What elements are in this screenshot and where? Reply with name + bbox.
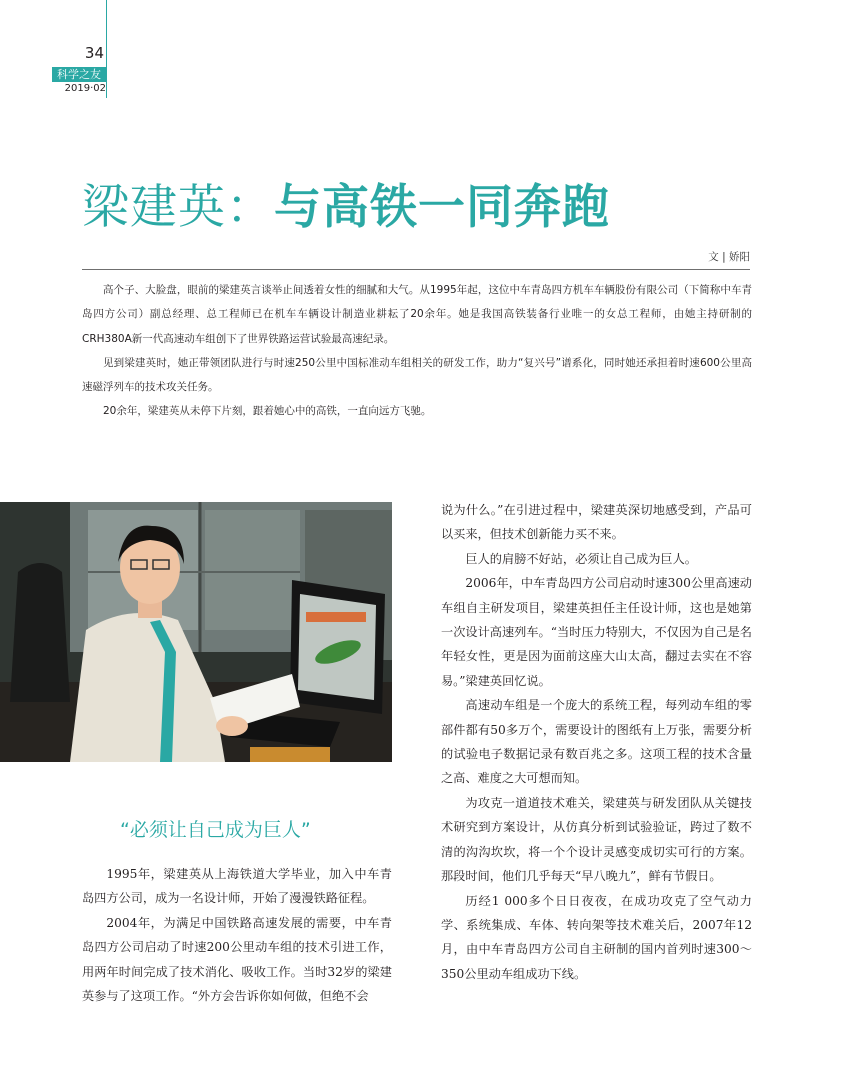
body-paragraph: 2004年，为满足中国铁路高速发展的需要，中车青岛四方公司启动了时速200公里动车组的技术引进工作，用两年时间完成了技术消化、吸收工作。当时32岁的梁建英参与了这项工作。“外方会告诉你如何做，但绝不会 bbox=[82, 915, 392, 1004]
portrait-photo bbox=[0, 502, 392, 762]
body-paragraph: 巨人的肩膀不好站，必须让自己成为巨人。 bbox=[465, 551, 697, 566]
lead-paragraph: 高个子、大脸盘，眼前的梁建英言谈举止间透着女性的细腻和大气。从1995年起，这位中车青岛四方机车车辆股份有限公司（下简称中车青岛四方公司）副总经理、总工程师已在机车车辆设计制造业耕耘了20余年。她是我国高铁装备行业唯一的女总工程师，由她主持研制的CRH380A新一代高速动车组创下了世界铁路运营试验最高速纪录。 bbox=[82, 284, 752, 345]
article-title-name: 梁建英： bbox=[82, 180, 274, 235]
article-title bbox=[82, 180, 610, 236]
lead-paragraph: 见到梁建英时，她正带领团队进行与时速250公里中国标准动车组相关的研发工作，助力“复兴号”谱系化，同时她还承担着时速600公里高速磁浮列车的技术攻关任务。 bbox=[82, 356, 752, 394]
body-paragraph: 2006年，中车青岛四方公司启动时速300公里高速动车组自主研发项目，梁建英担任主任设计师，这也是她第一次设计高速列车。“当时压力特别大，不仅因为自己是名年轻女性，更是因为面前这座大山太高，翻过去实在不容易。”梁建英回忆说。 bbox=[441, 576, 752, 688]
magazine-name-badge: 科学之友 bbox=[52, 67, 106, 82]
lead-paragraph: 20余年，梁建英从未停下片刻，跟着她心中的高铁，一直向远方飞驰。 bbox=[103, 405, 432, 418]
body-paragraph: 高速动车组是一个庞大的系统工程，每列动车组的零部件都有50多万个，需要设计的图纸有上万张，需要分析的试验电子数据记录有数百兆之多。这项工程的技术含量之高、难度之大可想而知。 bbox=[441, 698, 752, 786]
lead-section bbox=[82, 278, 752, 424]
header-divider-line bbox=[106, 0, 107, 98]
issue-date: 2019·02 bbox=[64, 83, 106, 94]
title-rule bbox=[82, 269, 750, 270]
body-paragraph: 历经1 000多个日日夜夜，在成功攻克了空气动力学、系统集成、车体、转向架等技术难关后，2007年12月，由中车青岛四方公司自主研制的国内首列时速300～350公里动车组成功下线。 bbox=[441, 893, 752, 981]
body-paragraph-continuation: 说为什么。”在引进过程中，梁建英深切地感受到，产品可以买来，但技术创新能力买不来。 bbox=[441, 503, 752, 542]
body-column-left bbox=[82, 862, 392, 1008]
body-paragraph: 1995年，梁建英从上海铁道大学毕业，加入中车青岛四方公司，成为一名设计师，开始了漫漫铁路征程。 bbox=[82, 867, 392, 906]
article-title-subtitle: 与高铁一同奔跑 bbox=[274, 180, 610, 235]
section-subheading: “必须让自己成为巨人” bbox=[120, 819, 311, 841]
body-paragraph: 为攻克一道道技术难关，梁建英与研发团队从关键技术研究到方案设计，从仿真分析到试验验证，跨过了数不清的沟沟坎坎，将一个个设计灵感变成切实可行的方案。那段时间，他们几乎每天“早八晚九”，鲜有节假日。 bbox=[441, 795, 752, 884]
page-number: 34 bbox=[84, 44, 104, 62]
body-column-right bbox=[441, 498, 752, 986]
byline: 文 | 娇阳 bbox=[708, 251, 750, 263]
